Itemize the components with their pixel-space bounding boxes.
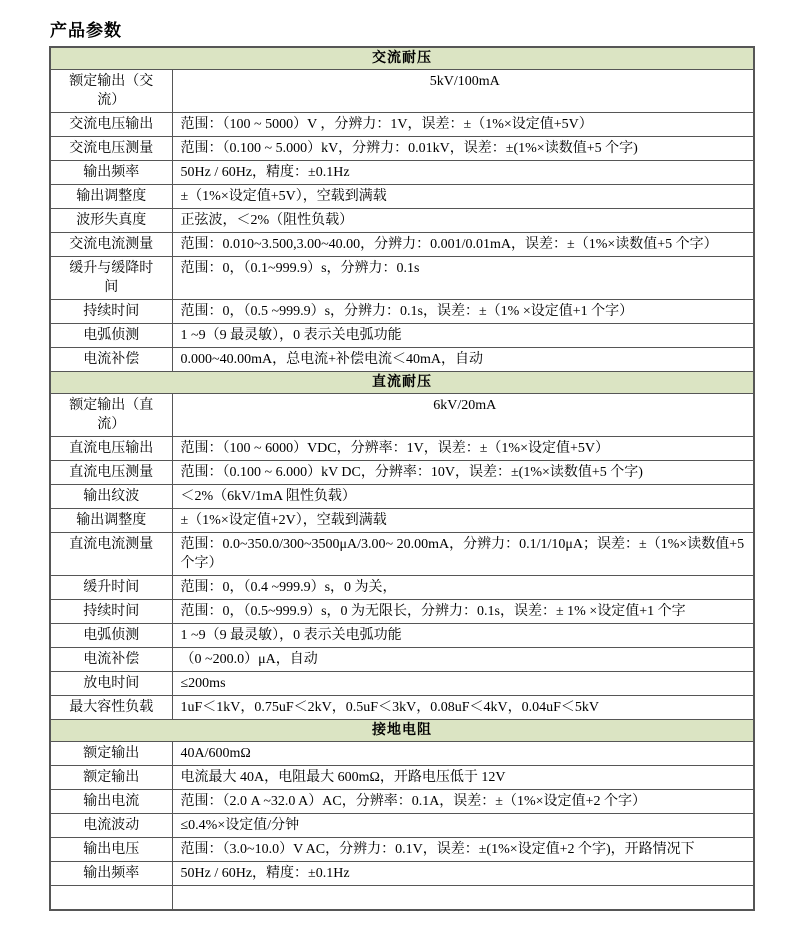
- spec-value: （0 ~200.0）μA，自动: [172, 648, 754, 672]
- spec-row: [50, 461, 754, 485]
- spec-label: 直流电流测量: [50, 533, 172, 576]
- spec-label: 放电时间: [50, 672, 172, 696]
- spec-label: 输出调整度: [50, 185, 172, 209]
- spec-row: [50, 137, 754, 161]
- section-header: 交流耐压: [50, 47, 754, 70]
- spec-value: 正弦波，＜2%（阻性负载）: [172, 209, 754, 233]
- spec-label: 电流补偿: [50, 648, 172, 672]
- spec-value: 电流最大 40A，电阻最大 600mΩ，开路电压低于 12V: [172, 766, 754, 790]
- spec-value: 范围：0，（0.1~999.9）s，分辨力：0.1s: [172, 257, 754, 300]
- section-header-row: [50, 720, 754, 742]
- spec-row: [50, 648, 754, 672]
- spec-label: 波形失真度: [50, 209, 172, 233]
- spec-value: 范围：0.010~3.500,3.00~40.00，分辨力：0.001/0.01mA，误差：±（1%×读数值+5 个字）: [172, 233, 754, 257]
- spec-row: [50, 766, 754, 790]
- spec-row: [50, 394, 754, 437]
- section-header-row: [50, 47, 754, 70]
- spec-label: 额定输出: [50, 742, 172, 766]
- spec-label: 电弧侦测: [50, 324, 172, 348]
- section-header: 接地电阻: [50, 720, 754, 742]
- section-header: 直流耐压: [50, 372, 754, 394]
- spec-row: [50, 790, 754, 814]
- spec-row: [50, 257, 754, 300]
- spec-label: 输出纹波: [50, 485, 172, 509]
- spec-value: 50Hz / 60Hz，精度：±0.1Hz: [172, 161, 754, 185]
- spec-row: [50, 113, 754, 137]
- spec-value: 50Hz / 60Hz，精度：±0.1Hz: [172, 862, 754, 886]
- spec-row: [50, 624, 754, 648]
- spec-label: 额定输出（直流）: [50, 394, 172, 437]
- spec-label: 额定输出（交流）: [50, 70, 172, 113]
- spec-row: [50, 300, 754, 324]
- spec-value: 1 ~9（9 最灵敏），0 表示关电弧功能: [172, 324, 754, 348]
- spec-row: [50, 533, 754, 576]
- spec-label: 持续时间: [50, 600, 172, 624]
- spec-label: [50, 886, 172, 911]
- spec-row: [50, 814, 754, 838]
- spec-value: 范围：（0.100 ~ 6.000）kV DC，分辨率：10V，误差：±(1%×读数值+5 个字): [172, 461, 754, 485]
- spec-row: [50, 209, 754, 233]
- spec-value: 范围：0，（0.5~999.9）s，0 为无限长，分辨力：0.1s，误差：± 1% ×设定值+1 个字: [172, 600, 754, 624]
- section-header-row: [50, 372, 754, 394]
- spec-row: [50, 485, 754, 509]
- spec-value: 范围：0，（0.4 ~999.9）s，0 为关，: [172, 576, 754, 600]
- spec-row: [50, 838, 754, 862]
- spec-label: 交流电流测量: [50, 233, 172, 257]
- spec-value: 1uF＜1kV，0.75uF＜2kV，0.5uF＜3kV，0.08uF＜4kV，0.04uF＜5kV: [172, 696, 754, 720]
- spec-value: 范围：（100 ~ 5000）V ，分辨力：1V，误差：±（1%×设定值+5V）: [172, 113, 754, 137]
- spec-value: ±（1%×设定值+5V），空载到满载: [172, 185, 754, 209]
- spec-label: 额定输出: [50, 766, 172, 790]
- spec-row: [50, 862, 754, 886]
- spec-value: ±（1%×设定值+2V），空载到满载: [172, 509, 754, 533]
- spec-label: 输出频率: [50, 161, 172, 185]
- spec-value: [172, 886, 754, 911]
- spec-row: [50, 437, 754, 461]
- spec-value: 6kV/20mA: [172, 394, 754, 437]
- spec-label: 电流补偿: [50, 348, 172, 372]
- spec-label: 直流电压测量: [50, 461, 172, 485]
- spec-label: 输出频率: [50, 862, 172, 886]
- spec-row: [50, 161, 754, 185]
- spec-label: 交流电压测量: [50, 137, 172, 161]
- spec-value: 0.000~40.00mA，总电流+补偿电流＜40mA，自动: [172, 348, 754, 372]
- spec-value: 范围：（0.100 ~ 5.000）kV，分辨力：0.01kV，误差：±(1%×读数值+5 个字): [172, 137, 754, 161]
- spec-label: 电弧侦测: [50, 624, 172, 648]
- spec-row: [50, 742, 754, 766]
- spec-value: 范围：（100 ~ 6000）VDC，分辨率：1V，误差：±（1%×设定值+5V）: [172, 437, 754, 461]
- spec-label: 最大容性负载: [50, 696, 172, 720]
- product-spec-table: [49, 46, 755, 911]
- spec-label: 直流电压输出: [50, 437, 172, 461]
- spec-value: ＜2%（6kV/1mA 阻性负载）: [172, 485, 754, 509]
- spec-label: 输出调整度: [50, 509, 172, 533]
- spec-value: 范围：0，（0.5 ~999.9）s，分辨力：0.1s，误差：±（1% ×设定值+1 个字）: [172, 300, 754, 324]
- spec-row: [50, 576, 754, 600]
- spec-row: [50, 509, 754, 533]
- page-title: 产品参数: [50, 21, 122, 40]
- spec-row: [50, 348, 754, 372]
- spec-row: [50, 672, 754, 696]
- spec-value: 1 ~9（9 最灵敏），0 表示关电弧功能: [172, 624, 754, 648]
- spec-value: ≤200ms: [172, 672, 754, 696]
- spec-label: 持续时间: [50, 300, 172, 324]
- spec-label: 输出电压: [50, 838, 172, 862]
- spec-value: 范围：（2.0 A ~32.0 A）AC，分辨率：0.1A，误差：±（1%×设定值+2 个字）: [172, 790, 754, 814]
- spec-row: [50, 696, 754, 720]
- spec-label: 输出电流: [50, 790, 172, 814]
- spec-row: [50, 600, 754, 624]
- spec-row: [50, 70, 754, 113]
- spec-value: 40A/600mΩ: [172, 742, 754, 766]
- spec-value: 范围：（3.0~10.0）V AC，分辨力：0.1V，误差：±(1%×设定值+2 个字)，开路情况下: [172, 838, 754, 862]
- spec-table-body: [50, 47, 754, 910]
- spec-row: [50, 233, 754, 257]
- spec-label: 缓升与缓降时间: [50, 257, 172, 300]
- spec-label: 交流电压输出: [50, 113, 172, 137]
- spec-value: ≤0.4%×设定值/分钟: [172, 814, 754, 838]
- spec-row: [50, 886, 754, 911]
- spec-label: 电流波动: [50, 814, 172, 838]
- spec-row: [50, 324, 754, 348]
- spec-row: [50, 185, 754, 209]
- spec-value: 5kV/100mA: [172, 70, 754, 113]
- spec-value: 范围：0.0~350.0/300~3500μA/3.00~ 20.00mA，分辨力：0.1/1/10μA；误差：±（1%×读数值+5 个字）: [172, 533, 754, 576]
- spec-label: 缓升时间: [50, 576, 172, 600]
